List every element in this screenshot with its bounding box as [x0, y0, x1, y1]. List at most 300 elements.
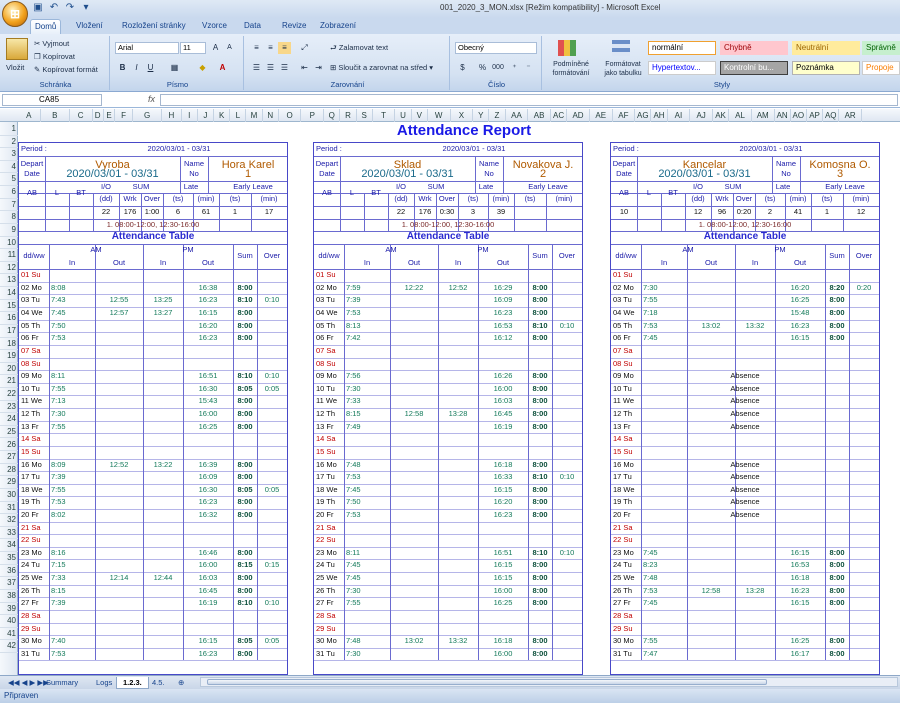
column-header-AM[interactable]: AM	[752, 109, 775, 122]
am-out-label: Out	[407, 257, 421, 267]
tab-2[interactable]: Rozložení stránky	[122, 21, 186, 30]
absence-label: Absence	[730, 497, 760, 507]
tab-3[interactable]: Vzorce	[202, 21, 227, 30]
pm-in-time: 13:28	[745, 585, 765, 595]
sum-time: 8:00	[532, 308, 548, 318]
align-left-icon[interactable]: ☰	[252, 63, 261, 72]
row-header-27[interactable]: 27	[0, 451, 18, 464]
am-in-time: 7:56	[346, 371, 361, 381]
tab-5[interactable]: Revize	[282, 21, 307, 30]
am-in-time: 7:13	[51, 396, 66, 406]
row-header-13[interactable]: 13	[0, 274, 18, 287]
column-header-AP[interactable]: AP	[807, 109, 823, 122]
row-rule	[611, 534, 879, 535]
summary-value: 61	[201, 207, 211, 217]
row-header-38[interactable]: 38	[0, 590, 18, 603]
row-header-16[interactable]: 16	[0, 312, 18, 325]
pm-in-time: 12:44	[153, 573, 173, 583]
bold-button[interactable]: B	[119, 63, 126, 72]
day-label: 09 Mo	[21, 371, 42, 381]
underline-button[interactable]: U	[147, 63, 154, 72]
day-label: 17 Tu	[613, 472, 632, 482]
sum-time: 8:00	[532, 371, 548, 381]
font-color-icon[interactable]: A	[219, 63, 226, 72]
am-in-time: 8:13	[346, 320, 361, 330]
am-in-time: 7:53	[643, 320, 658, 330]
cell-style-7[interactable]: Propoje	[862, 61, 900, 75]
day-label: 19 Th	[613, 497, 633, 507]
italic-button[interactable]: I	[135, 63, 138, 72]
day-label: 19 Th	[21, 497, 41, 507]
row-header-28[interactable]: 28	[0, 464, 18, 477]
column-header-R[interactable]: R	[340, 109, 356, 122]
column-header-G[interactable]: G	[133, 109, 162, 122]
sheet-nav-first-icon[interactable]: ◀◀ ◀ ▶ ▶▶	[8, 678, 49, 687]
sum-time: 8:00	[829, 573, 845, 583]
period-value: 2020/03/01 - 03/31	[147, 144, 211, 153]
column-header-W[interactable]: W	[428, 109, 451, 122]
column-header-H[interactable]: H	[162, 109, 181, 122]
column-header-AI[interactable]: AI	[668, 109, 691, 122]
office-button[interactable]: ⊞	[2, 1, 28, 27]
am-in-time: 7:39	[51, 598, 66, 608]
scroll-thumb[interactable]	[207, 679, 767, 685]
column-header-M[interactable]: M	[246, 109, 262, 122]
pm-out-time: 16:03	[493, 396, 513, 406]
bt-label: BT	[76, 187, 86, 197]
day-label: 04 We	[21, 308, 43, 318]
row-header-11[interactable]: 11	[0, 249, 18, 262]
row-header-32[interactable]: 32	[0, 514, 18, 527]
column-header-Y[interactable]: Y	[473, 109, 489, 122]
day-label: 13 Fr	[21, 421, 39, 431]
day-label: 09 Mo	[316, 371, 337, 381]
number-format-select[interactable]: Obecný	[455, 42, 537, 54]
shrink-font-icon[interactable]: A	[227, 44, 232, 51]
pm-out-time: 16:15	[790, 598, 810, 608]
undo-icon[interactable]: ↶	[49, 2, 59, 13]
row-header-26[interactable]: 26	[0, 439, 18, 452]
late-min-label: (min)	[197, 194, 215, 204]
am-in-time: 7:50	[51, 320, 66, 330]
column-header-O[interactable]: O	[279, 109, 302, 122]
row-header-1[interactable]: 1	[0, 123, 18, 136]
font-size-select[interactable]: 11	[180, 42, 206, 54]
row-header-22[interactable]: 22	[0, 388, 18, 401]
day-label: 25 We	[21, 573, 43, 583]
no-label: No	[484, 169, 494, 179]
pm-out-label: Out	[793, 257, 807, 267]
row-header-37[interactable]: 37	[0, 577, 18, 590]
am-in-time: 7:45	[346, 573, 361, 583]
attendance-panel	[313, 142, 583, 675]
column-header-F[interactable]: F	[115, 109, 133, 122]
tab-1[interactable]: Vložení	[76, 21, 103, 30]
day-label: 25 We	[613, 573, 635, 583]
column-header-K[interactable]: K	[214, 109, 230, 122]
currency-icon[interactable]: $	[460, 63, 465, 72]
sheet-tab-2[interactable]: 1.2.3.	[116, 677, 149, 689]
pm-out-time: 16:25	[493, 598, 513, 608]
over-label: Over	[143, 194, 161, 204]
am-out-time: 12:22	[404, 282, 424, 292]
column-header-U[interactable]: U	[395, 109, 411, 122]
day-label: 23 Mo	[21, 547, 42, 557]
fill-color-icon[interactable]: ◆	[199, 63, 206, 72]
day-label: 30 Mo	[613, 636, 634, 646]
row-header-15[interactable]: 15	[0, 300, 18, 313]
am-label: AM	[682, 244, 694, 254]
day-label: 26 Th	[613, 585, 633, 595]
am-in-time: 7:45	[643, 547, 658, 557]
row-header-20[interactable]: 20	[0, 363, 18, 376]
window-title: 001_2020_3_MON.xlsx [Režim kompatibility] - Microsoft Excel	[440, 3, 661, 12]
column-header-L[interactable]: L	[230, 109, 246, 122]
sum-time: 8:00	[532, 585, 548, 595]
cut-icon: ✂	[34, 39, 43, 48]
cell-style-6[interactable]: Poznámka	[792, 61, 860, 75]
row-header-7[interactable]: 7	[0, 199, 18, 212]
paste-button[interactable]: Vložit	[6, 63, 25, 72]
decrease-decimal-icon[interactable]: ⁻	[526, 63, 531, 72]
sheet-tab-3[interactable]: 4.5.	[152, 678, 165, 687]
sum-time: 8:00	[532, 509, 548, 519]
am-out-time: 12:57	[109, 308, 129, 318]
row-header-31[interactable]: 31	[0, 502, 18, 515]
align-middle-icon[interactable]: ≡	[268, 43, 273, 52]
row-header-4[interactable]: 4	[0, 161, 18, 174]
am-in-time: 7:15	[51, 560, 66, 570]
number-label: Číslo	[487, 80, 506, 89]
ddww-label: dd/ww	[615, 250, 637, 260]
pm-out-time: 16:25	[198, 421, 218, 431]
early-min-label: (min)	[260, 194, 278, 204]
sheet-tab-1[interactable]: Logs	[96, 678, 113, 687]
row-header-30[interactable]: 30	[0, 489, 18, 502]
row-header-25[interactable]: 25	[0, 426, 18, 439]
row-header-10[interactable]: 10	[0, 237, 18, 250]
pm-out-time: 16:15	[198, 308, 218, 318]
am-in-time: 7:48	[643, 573, 658, 583]
am-in-time: 7:30	[346, 585, 361, 595]
column-header-T[interactable]: T	[373, 109, 396, 122]
row-rule	[314, 446, 582, 447]
department-label: Depart	[612, 158, 636, 168]
pm-out-time: 16:18	[493, 636, 513, 646]
sum-time: 8:00	[532, 598, 548, 608]
row-header-3[interactable]: 3	[0, 148, 18, 161]
align-center-icon[interactable]: ☰	[266, 63, 275, 72]
tab-6[interactable]: Zobrazení	[320, 21, 357, 30]
over-label: Over	[735, 194, 753, 204]
row-header-29[interactable]: 29	[0, 476, 18, 489]
day-label: 27 Fr	[21, 598, 39, 608]
column-header-AR[interactable]: AR	[839, 109, 862, 122]
row-rule	[19, 446, 287, 447]
over-time: 0:05	[264, 636, 280, 646]
cell-style-3[interactable]: Správně	[862, 41, 900, 55]
day-label: 11 We	[21, 396, 42, 406]
pm-in-time: 13:32	[448, 636, 468, 646]
io-unit-label: (dd)	[691, 194, 705, 204]
row-header-21[interactable]: 21	[0, 375, 18, 388]
pm-out-time: 16:23	[198, 648, 218, 658]
day-label: 16 Mo	[21, 459, 42, 469]
day-label: 01 Su	[316, 270, 336, 280]
row-header-8[interactable]: 8	[0, 211, 18, 224]
absence-label: Absence	[730, 484, 760, 494]
sum-time: 8:05	[237, 383, 253, 393]
grow-font-icon[interactable]: A	[212, 43, 219, 52]
sheet-tab-0[interactable]: Summary	[46, 678, 79, 687]
employee-number: 1	[244, 168, 252, 181]
row-header-12[interactable]: 12	[0, 262, 18, 275]
panel-divider	[390, 244, 391, 660]
row-header-42[interactable]: 42	[0, 640, 18, 653]
conditional-format-icon[interactable]	[558, 40, 576, 56]
horizontal-scrollbar[interactable]	[200, 677, 898, 687]
copy-button[interactable]: ❐ Kopírovat	[34, 52, 75, 61]
shift-schedule: 1. 08:00-12:00, 12:30-16:00	[698, 219, 792, 229]
period-value: 2020/03/01 - 03/31	[442, 144, 506, 153]
column-header-AB[interactable]: AB	[528, 109, 551, 122]
row-header-24[interactable]: 24	[0, 413, 18, 426]
late-label: Late	[478, 181, 494, 191]
wrap-text-button[interactable]: ⮐ Zalamovat text	[330, 43, 389, 52]
tab-0[interactable]: Domů	[30, 19, 61, 34]
pm-in-label: In	[454, 257, 462, 267]
row-header-35[interactable]: 35	[0, 552, 18, 565]
sum-time: 8:00	[237, 573, 253, 583]
sum-time: 8:00	[237, 585, 253, 595]
cut-button[interactable]: ✂ Vyjmout	[34, 39, 70, 48]
name-box[interactable]: CA85	[2, 94, 102, 106]
redo-icon[interactable]: ↷	[65, 2, 75, 13]
day-label: 16 Mo	[613, 459, 634, 469]
panel-divider	[641, 244, 642, 660]
brush-icon: ✎	[34, 65, 43, 74]
conditional-format-button[interactable]: Podmíněné formátování	[552, 61, 590, 77]
column-header-N[interactable]: N	[263, 109, 279, 122]
row-header-34[interactable]: 34	[0, 539, 18, 552]
sum-time: 8:00	[829, 308, 845, 318]
column-header-AH[interactable]: AH	[651, 109, 667, 122]
align-right-icon[interactable]: ☰	[280, 63, 289, 72]
ribbon-tabs	[0, 18, 900, 34]
pm-label: PM	[774, 244, 786, 254]
row-header-40[interactable]: 40	[0, 615, 18, 628]
am-in-time: 7:45	[346, 560, 361, 570]
cell-style-4[interactable]: Hypertextov...	[648, 61, 716, 75]
column-header-AD[interactable]: AD	[567, 109, 590, 122]
ab-label: AB	[26, 187, 37, 197]
day-label: 13 Fr	[613, 421, 631, 431]
day-label: 17 Tu	[21, 472, 40, 482]
pm-out-time: 15:48	[790, 308, 810, 318]
merge-center-button[interactable]: ⊞ Sloučit a zarovnat na střed ▾	[330, 63, 434, 72]
sum-time: 8:00	[829, 333, 845, 343]
period-label: Period :	[613, 144, 639, 153]
am-in-time: 7:33	[51, 573, 66, 583]
sum-time: 8:00	[237, 472, 253, 482]
row-header-18[interactable]: 18	[0, 338, 18, 351]
sum-time: 8:00	[532, 560, 548, 570]
sum-column-label: Sum	[237, 250, 253, 260]
absence-label: Absence	[730, 472, 760, 482]
absence-label: Absence	[730, 396, 760, 406]
column-header-X[interactable]: X	[451, 109, 474, 122]
row-header-17[interactable]: 17	[0, 325, 18, 338]
column-header-AK[interactable]: AK	[713, 109, 729, 122]
row-header-14[interactable]: 14	[0, 287, 18, 300]
decrease-indent-icon[interactable]: ⇤	[301, 63, 308, 72]
am-in-time: 7:53	[346, 308, 361, 318]
am-in-time: 7:55	[51, 484, 66, 494]
column-header-E[interactable]: E	[104, 109, 115, 122]
formula-input[interactable]	[160, 94, 898, 106]
pm-out-time: 16:19	[493, 421, 513, 431]
sum-time: 8:10	[532, 320, 548, 330]
thousands-button[interactable]: 000	[492, 64, 504, 71]
attendance-panel	[18, 142, 288, 675]
column-header-AC[interactable]: AC	[551, 109, 567, 122]
pm-out-time: 16:39	[198, 459, 218, 469]
day-label: 27 Fr	[613, 598, 631, 608]
summary-value: 96	[717, 207, 727, 217]
day-label: 03 Tu	[316, 295, 335, 305]
percent-button[interactable]: %	[478, 63, 487, 72]
increase-indent-icon[interactable]: ⇥	[315, 63, 322, 72]
pm-out-time: 16:17	[790, 648, 810, 658]
day-label: 01 Su	[613, 270, 633, 280]
column-header-AL[interactable]: AL	[729, 109, 752, 122]
merge-icon: ⊞	[330, 63, 339, 72]
align-bottom-icon[interactable]: ≡	[278, 42, 291, 54]
date-label: Date	[616, 169, 632, 179]
format-painter-button[interactable]: ✎ Kopírovat formát	[34, 65, 98, 74]
row-header-19[interactable]: 19	[0, 350, 18, 363]
pm-out-time: 16:51	[198, 371, 218, 381]
am-in-time: 7:53	[51, 648, 66, 658]
early-ts-label: (ts)	[229, 194, 241, 204]
borders-icon[interactable]: ▦	[170, 63, 179, 72]
tab-4[interactable]: Data	[244, 21, 261, 30]
pm-out-time: 16:45	[198, 585, 218, 595]
day-label: 16 Mo	[316, 459, 337, 469]
sum-time: 8:00	[237, 320, 253, 330]
row-header-41[interactable]: 41	[0, 628, 18, 641]
row-rule	[19, 534, 287, 535]
summary-value: 22	[101, 207, 111, 217]
row-header-9[interactable]: 9	[0, 224, 18, 237]
column-header-P[interactable]: P	[302, 109, 325, 122]
column-header-J[interactable]: J	[198, 109, 214, 122]
pm-out-time: 16:51	[493, 547, 513, 557]
cell-style-5[interactable]: Kontrolní bu...	[720, 61, 788, 75]
day-label: 29 Su	[613, 623, 633, 633]
pm-out-time: 16:15	[493, 560, 513, 570]
column-header-S[interactable]: S	[357, 109, 373, 122]
column-header-AG[interactable]: AG	[635, 109, 651, 122]
cell-style-2[interactable]: Neutrální	[792, 41, 860, 55]
row-header-2[interactable]: 2	[0, 136, 18, 149]
format-table-icon[interactable]	[612, 40, 630, 56]
column-header-D[interactable]: D	[93, 109, 104, 122]
column-header-Z[interactable]: Z	[489, 109, 505, 122]
column-header-I[interactable]: I	[182, 109, 198, 122]
column-header-AJ[interactable]: AJ	[690, 109, 713, 122]
sum-time: 8:00	[829, 636, 845, 646]
column-header-AN[interactable]: AN	[775, 109, 791, 122]
row-rule	[611, 660, 879, 661]
column-header-AF[interactable]: AF	[613, 109, 636, 122]
late-ts-label: (ts)	[172, 194, 184, 204]
align-top-icon[interactable]: ≡	[254, 43, 259, 52]
over-time: 0:10	[264, 371, 280, 381]
day-label: 20 Fr	[21, 509, 39, 519]
l-label: L	[646, 187, 652, 197]
sum-column-label: Sum	[532, 250, 548, 260]
row-header-5[interactable]: 5	[0, 173, 18, 186]
pm-out-time: 16:20	[790, 282, 810, 292]
font-name-select[interactable]: Arial	[115, 42, 179, 54]
am-in-time: 8:02	[51, 509, 66, 519]
am-out-time: 12:58	[404, 409, 424, 419]
column-header-V[interactable]: V	[412, 109, 428, 122]
increase-decimal-icon[interactable]: ⁺	[512, 63, 517, 72]
cell-style-0[interactable]: normální	[648, 41, 716, 55]
column-header-B[interactable]: B	[41, 109, 70, 122]
worksheet[interactable]	[18, 122, 900, 675]
row-header-33[interactable]: 33	[0, 527, 18, 540]
column-header-AA[interactable]: AA	[506, 109, 529, 122]
cell-style-1[interactable]: Chybně	[720, 41, 788, 55]
row-header-6[interactable]: 6	[0, 186, 18, 199]
format-table-button[interactable]: Formátovat jako tabulku	[604, 61, 642, 77]
column-header-Q[interactable]: Q	[324, 109, 340, 122]
early-leave-label: Early Leave	[233, 181, 273, 191]
column-header-C[interactable]: C	[70, 109, 93, 122]
insert-sheet-icon[interactable]: ⊕	[178, 678, 185, 687]
column-header-A[interactable]: A	[18, 109, 41, 122]
am-in-time: 7:48	[346, 459, 361, 469]
paste-icon[interactable]	[6, 38, 28, 60]
bt-label: BT	[668, 187, 678, 197]
customize-toolbar-icon[interactable]: ▾	[83, 2, 89, 13]
orientation-icon[interactable]: ⤢	[301, 43, 308, 52]
row-rule	[19, 660, 287, 661]
sum-time: 8:00	[829, 560, 845, 570]
pm-in-label: In	[159, 257, 167, 267]
am-in-time: 7:30	[346, 648, 361, 658]
row-rule	[19, 345, 287, 346]
fx-icon[interactable]: fx	[148, 94, 156, 104]
absence-label: Absence	[730, 459, 760, 469]
io-unit-label: (dd)	[394, 194, 408, 204]
alignment-label: Zarovnání	[330, 80, 365, 89]
save-icon[interactable]: ▣	[33, 2, 43, 13]
column-header-AQ[interactable]: AQ	[823, 109, 839, 122]
row-header-36[interactable]: 36	[0, 565, 18, 578]
pm-out-time: 16:15	[198, 636, 218, 646]
row-header-23[interactable]: 23	[0, 401, 18, 414]
pm-out-time: 16:33	[493, 472, 513, 482]
column-header-AO[interactable]: AO	[791, 109, 807, 122]
row-header-39[interactable]: 39	[0, 603, 18, 616]
column-header-AE[interactable]: AE	[590, 109, 613, 122]
day-label: 29 Su	[316, 623, 336, 633]
summary-value: 10	[619, 207, 629, 217]
